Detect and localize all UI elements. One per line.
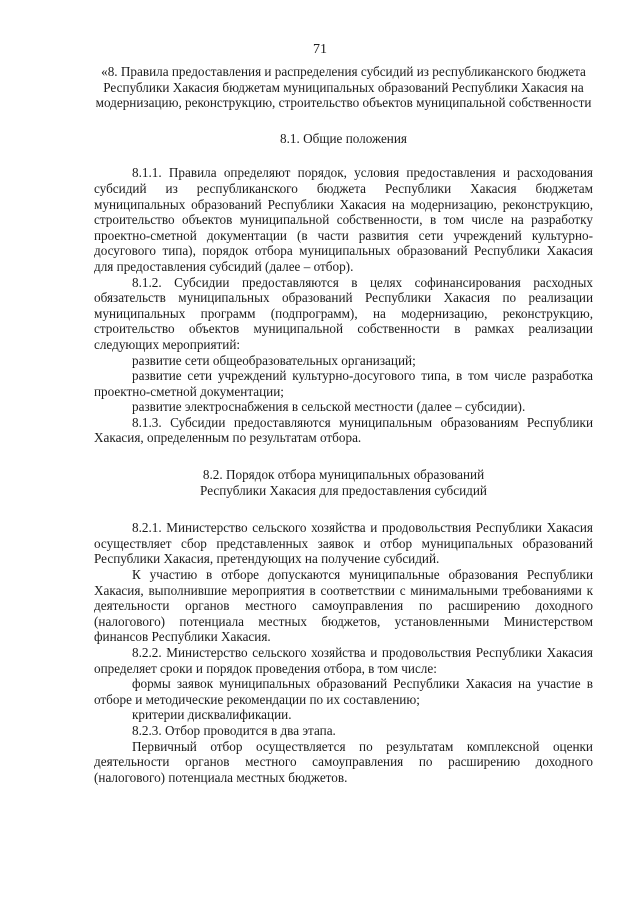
paragraph: К участию в отборе допускаются муниципальные образования Республики Хакасия, выполнившие мероприятия в соответствии с минимальными требованиями к деятельности органов местного самоуправления по расширению доходного (налогового) потенциала местных бюджетов, установленными Министерством финансов Республики Хакасия. bbox=[94, 567, 593, 645]
document-body bbox=[94, 64, 593, 785]
list-item: развитие сети общеобразовательных организаций; bbox=[132, 352, 416, 368]
paragraph: Первичный отбор осуществляется по результатам комплексной оценки деятельности органов местного самоуправления по расширению доходного (налогового) потенциала местных бюджетов. bbox=[94, 738, 593, 785]
section-heading-8-1: 8.1. Общие положения bbox=[280, 130, 407, 146]
list-item: развитие сети учреждений культурно-досугового типа, в том числе разработка проектно-сметной документации; bbox=[94, 368, 593, 399]
paragraph: 8.2.2. Министерство сельского хозяйства и продовольствия Республики Хакасия определяет сроки и порядок проведения отбора, в том числе: bbox=[94, 645, 593, 676]
section-heading-line: 8.2. Порядок отбора муниципальных образований bbox=[202, 467, 485, 483]
list-item: формы заявок муниципальных образований Республики Хакасия на участие в отборе и методические рекомендации по их составлению; bbox=[94, 676, 593, 707]
list-item: критерии дисквалификации. bbox=[132, 707, 292, 723]
paragraph: 8.1.3. Субсидии предоставляются муниципальным образованиям Республики Хакасия, определенным по результатам отбора. bbox=[94, 414, 593, 446]
paragraph: 8.1.1. Правила определяют порядок, условия предоставления и расходования субсидий из республиканского бюджета Республики Хакасия бюджетам муниципальных образований Республики Хакасия на модернизацию, реконструкцию, строительство объектов муниципальной собственности, в том числе на разработку проектно-сметной документации (в части развития сети учреждений культурно-досугового типа), порядок отбора муниципальных образований Республики Хакасия для предоставления субсидий (далее – отбор). bbox=[94, 165, 593, 274]
faded-stamp bbox=[36, 826, 140, 870]
section-heading-line: Республики Хакасия для предоставления субсидий bbox=[200, 482, 487, 498]
list-item: развитие электроснабжения в сельской местности (далее – субсидии). bbox=[132, 399, 526, 415]
section-heading-8-2 bbox=[94, 467, 593, 498]
paragraph: 8.2.1. Министерство сельского хозяйства и продовольствия Республики Хакасия осуществляет сбор представленных заявок и отбор муниципальных образований Республики Хакасия, претендующих на получение субсидий. bbox=[94, 520, 593, 567]
paragraph: 8.1.2. Субсидии предоставляются в целях софинансирования расходных обязательств муниципальных образований Республики Хакасия по реализации муниципальных программ (подпрограмм), на модернизацию, реконструкцию, строительство объектов муниципальной собственности в рамках реализации следующих мероприятий: bbox=[94, 274, 593, 352]
paragraph: 8.2.3. Отбор проводится в два этапа. bbox=[132, 722, 336, 738]
main-heading: «8. Правила предоставления и распределения субсидий из республиканского бюджета Республики Хакасия бюджетам муниципальных образований Республики Хакасия на модернизацию, реконструкцию, строительство объектов муниципальной собственности bbox=[95, 64, 592, 111]
page-number: 71 bbox=[313, 42, 327, 57]
section-8-2 bbox=[94, 520, 593, 785]
section-8-1 bbox=[94, 165, 593, 446]
